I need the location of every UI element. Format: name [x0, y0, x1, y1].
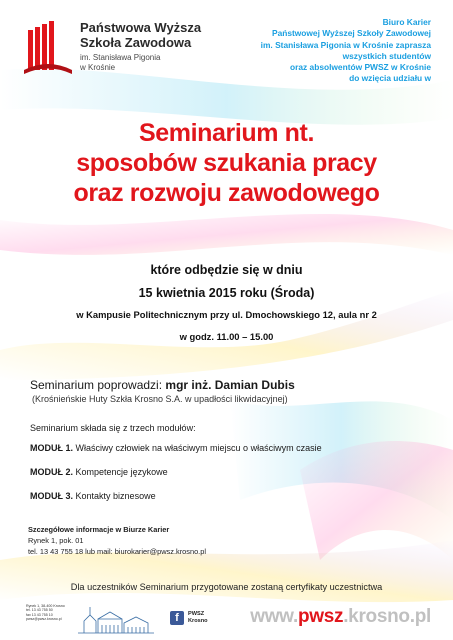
event-details	[0, 258, 453, 348]
modules-intro: Seminarium składa się z trzech modułów:	[30, 423, 196, 433]
logo-line-3: im. Stanisława Pigonia	[80, 53, 161, 62]
invitation-line: Biuro Karier	[382, 17, 431, 27]
contact-phone-email: tel. 13 43 755 18 lub mail: biurokarier@pwsz.krosno.pl	[28, 547, 206, 556]
footer-address-line: tel. 13 43 755 50	[26, 608, 53, 613]
invitation-line: do wzięcia udziału w	[349, 73, 431, 84]
facebook-label-line: PWSZ	[188, 611, 205, 617]
module-item	[30, 466, 440, 478]
event-time: w godz. 11.00 – 15.00	[179, 331, 274, 342]
event-location: w Kampusie Politechnicznym przy ul. Dmochowskiego 12, aula nr 2	[76, 309, 377, 320]
logo-line-1: Państwowa Wyższa	[80, 20, 202, 35]
url-domain: pwsz	[297, 606, 344, 627]
presenter-block	[30, 377, 430, 406]
invitation-line: wszystkich studentów	[342, 50, 431, 61]
footer-address	[26, 604, 74, 622]
module-item	[30, 490, 440, 502]
pwsz-logo-icon	[22, 18, 74, 78]
footer-address-line: fax 13 43 755 10	[26, 612, 53, 617]
presenter-line	[30, 377, 430, 393]
url-suffix: .krosno.pl	[343, 606, 431, 627]
presenter-company: (Krośnieńskie Huty Szkła Krosno S.A. w upadłości likwidacyjnej)	[32, 394, 288, 404]
certificate-note: Dla uczestników Seminarium przygotowane zostaną certyfikaty uczestnictwa	[70, 582, 383, 592]
invitation-line: oraz absolwentów PWSZ w Krośnie	[290, 62, 431, 73]
module-label: MODUŁ 3.	[30, 491, 74, 501]
logo-line-4: w Krośnie	[80, 63, 116, 72]
module-label: MODUŁ 1.	[30, 443, 74, 453]
module-text: Właściwy człowiek na właściwym miejscu o właściwym czasie	[75, 443, 322, 453]
contact-heading: Szczegółowe informacje w Biurze Karier	[28, 525, 170, 534]
logo-line-2: Szkoła Zawodowa	[80, 35, 192, 50]
facebook-icon[interactable]: f	[170, 611, 184, 625]
campus-building-icon	[76, 603, 156, 635]
footer-address-line: pwsz@pwsz.krosno.pl	[26, 617, 62, 622]
module-text: Kontakty biznesowe	[75, 491, 156, 501]
module-item	[30, 442, 440, 454]
event-date: 15 kwietnia 2015 roku (Środa)	[138, 286, 315, 300]
website-url[interactable]	[250, 606, 431, 628]
module-text: Kompetencje językowe	[75, 467, 168, 477]
module-label: MODUŁ 2.	[30, 467, 74, 477]
invitation-block	[231, 17, 431, 85]
url-prefix: www.	[250, 606, 298, 627]
details-intro: które odbędzie się w dniu	[150, 263, 303, 277]
contact-info	[28, 524, 328, 557]
seminar-title	[0, 118, 453, 208]
facebook-label-line: Krosno	[188, 618, 208, 624]
modules-list	[30, 421, 440, 514]
presenter-name: mgr inż. Damian Dubis	[165, 378, 295, 392]
presenter-label: Seminarium poprowadzi:	[30, 378, 163, 392]
title-line: sposobów szukania pracy	[76, 149, 377, 177]
invitation-line: Państwowej Wyższej Szkoły Zawodowej	[271, 28, 431, 39]
title-line: Seminarium nt.	[139, 119, 314, 147]
invitation-line: im. Stanisława Pigonia w Krośnie zaprasza	[260, 39, 431, 50]
logo-text	[80, 20, 240, 73]
title-line: oraz rozwoju zawodowego	[73, 179, 380, 207]
facebook-label[interactable]	[188, 611, 228, 625]
footer-address-line: Rynek 1, 38-400 Krosno	[26, 604, 65, 608]
contact-address: Rynek 1, pok. 01	[28, 536, 84, 545]
